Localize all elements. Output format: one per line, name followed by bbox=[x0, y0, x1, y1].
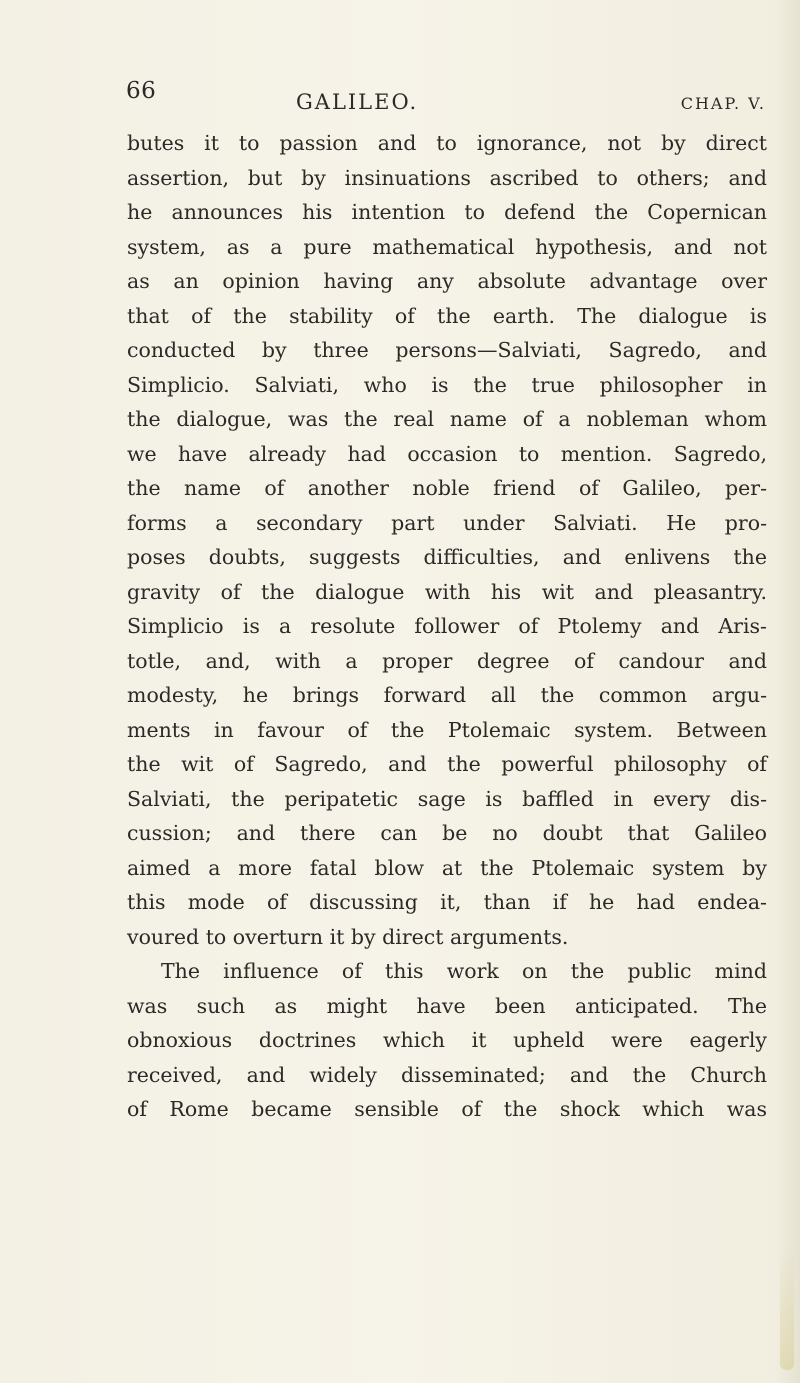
body-text bbox=[127, 126, 767, 1127]
text-line: this mode of discussing it, than if he had endea- bbox=[127, 890, 767, 914]
text-line: voured to overturn it by direct arguments. bbox=[127, 924, 569, 949]
text-line: the wit of Sagredo, and the powerful philosophy of bbox=[127, 752, 767, 776]
text-line: butes it to passion and to ignorance, not by direct bbox=[127, 131, 767, 155]
running-title: GALILEO. bbox=[296, 90, 419, 114]
page-number: 66 bbox=[126, 78, 157, 104]
page-header bbox=[126, 78, 766, 112]
text-line: ments in favour of the Ptolemaic system. Between bbox=[127, 717, 767, 742]
text-line: that of the stability of the earth. The dialogue is bbox=[127, 303, 767, 328]
text-line: aimed a more fatal blow at the Ptolemaic system by bbox=[127, 855, 767, 880]
text-line: Salviati, the peripatetic sage is baffled in every dis- bbox=[127, 786, 767, 811]
text-line: poses doubts, suggests difficulties, and enlivens the bbox=[127, 545, 767, 569]
text-line: modesty, he brings forward all the common argu- bbox=[127, 683, 767, 707]
text-line: he announces his intention to defend the Copernican bbox=[127, 200, 767, 224]
text-line: cussion; and there can be no doubt that Galileo bbox=[127, 821, 767, 845]
text-line: of Rome became sensible of the shock which was bbox=[127, 1097, 767, 1121]
text-line: system, as a pure mathematical hypothesis, and not bbox=[127, 234, 767, 259]
text-line: conducted by three persons—Salviati, Sagredo, and bbox=[127, 338, 767, 362]
text-line: the dialogue, was the real name of a nobleman whom bbox=[127, 407, 767, 431]
text-line: Simplicio. Salviati, who is the true philosopher in bbox=[127, 372, 767, 397]
text-line: assertion, but by insinuations ascribed to others; and bbox=[127, 165, 767, 190]
text-line: we have already had occasion to mention. Sagredo, bbox=[127, 441, 767, 466]
text-line: forms a secondary part under Salviati. He pro- bbox=[127, 510, 767, 535]
text-line: totle, and, with a proper degree of candour and bbox=[127, 648, 767, 673]
text-line: Simplicio is a resolute follower of Ptolemy and Aris- bbox=[127, 614, 767, 638]
text-line: as an opinion having any absolute advantage over bbox=[127, 269, 767, 293]
text-line: the name of another noble friend of Galileo, per- bbox=[127, 476, 767, 500]
text-line: gravity of the dialogue with his wit and pleasantry. bbox=[127, 579, 767, 604]
page-edge-stain bbox=[780, 1250, 794, 1370]
chapter-label: CHAP. V. bbox=[680, 94, 766, 113]
text-line: was such as might have been anticipated. The bbox=[127, 993, 767, 1018]
page-edge-shadow bbox=[776, 0, 800, 1383]
text-line: received, and widely disseminated; and the Church bbox=[127, 1062, 767, 1087]
paragraph-start-line: The influence of this work on the public mind bbox=[161, 959, 767, 983]
text-line: obnoxious doctrines which it upheld were eagerly bbox=[127, 1028, 767, 1052]
